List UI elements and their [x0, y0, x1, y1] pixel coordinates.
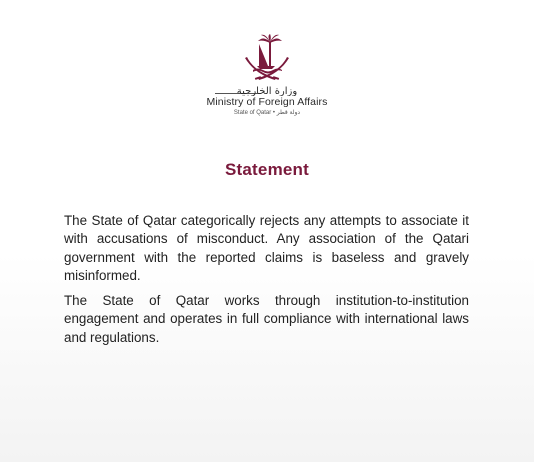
statement-title: Statement	[225, 160, 309, 179]
qatar-emblem-icon	[235, 34, 299, 84]
svg-text:وزارة الخارجية: وزارة الخارجية	[236, 86, 298, 96]
ministry-name: Ministry of Foreign Affairs	[206, 96, 328, 108]
arabic-wordmark	[207, 84, 327, 96]
statement-paragraph-2: The State of Qatar works through institution-to-institution engagement and operates in full compliance with international laws and regulations.	[64, 293, 469, 345]
state-line: State of Qatar • دولة قطر	[233, 110, 301, 116]
ministry-logo	[0, 34, 534, 117]
statement-paragraph-1: The State of Qatar categorically rejects any attempts to associate it with accusations of misconduct. Any association of the Qatari government with the reported claims is baseless and gravely misinformed.	[64, 213, 469, 283]
